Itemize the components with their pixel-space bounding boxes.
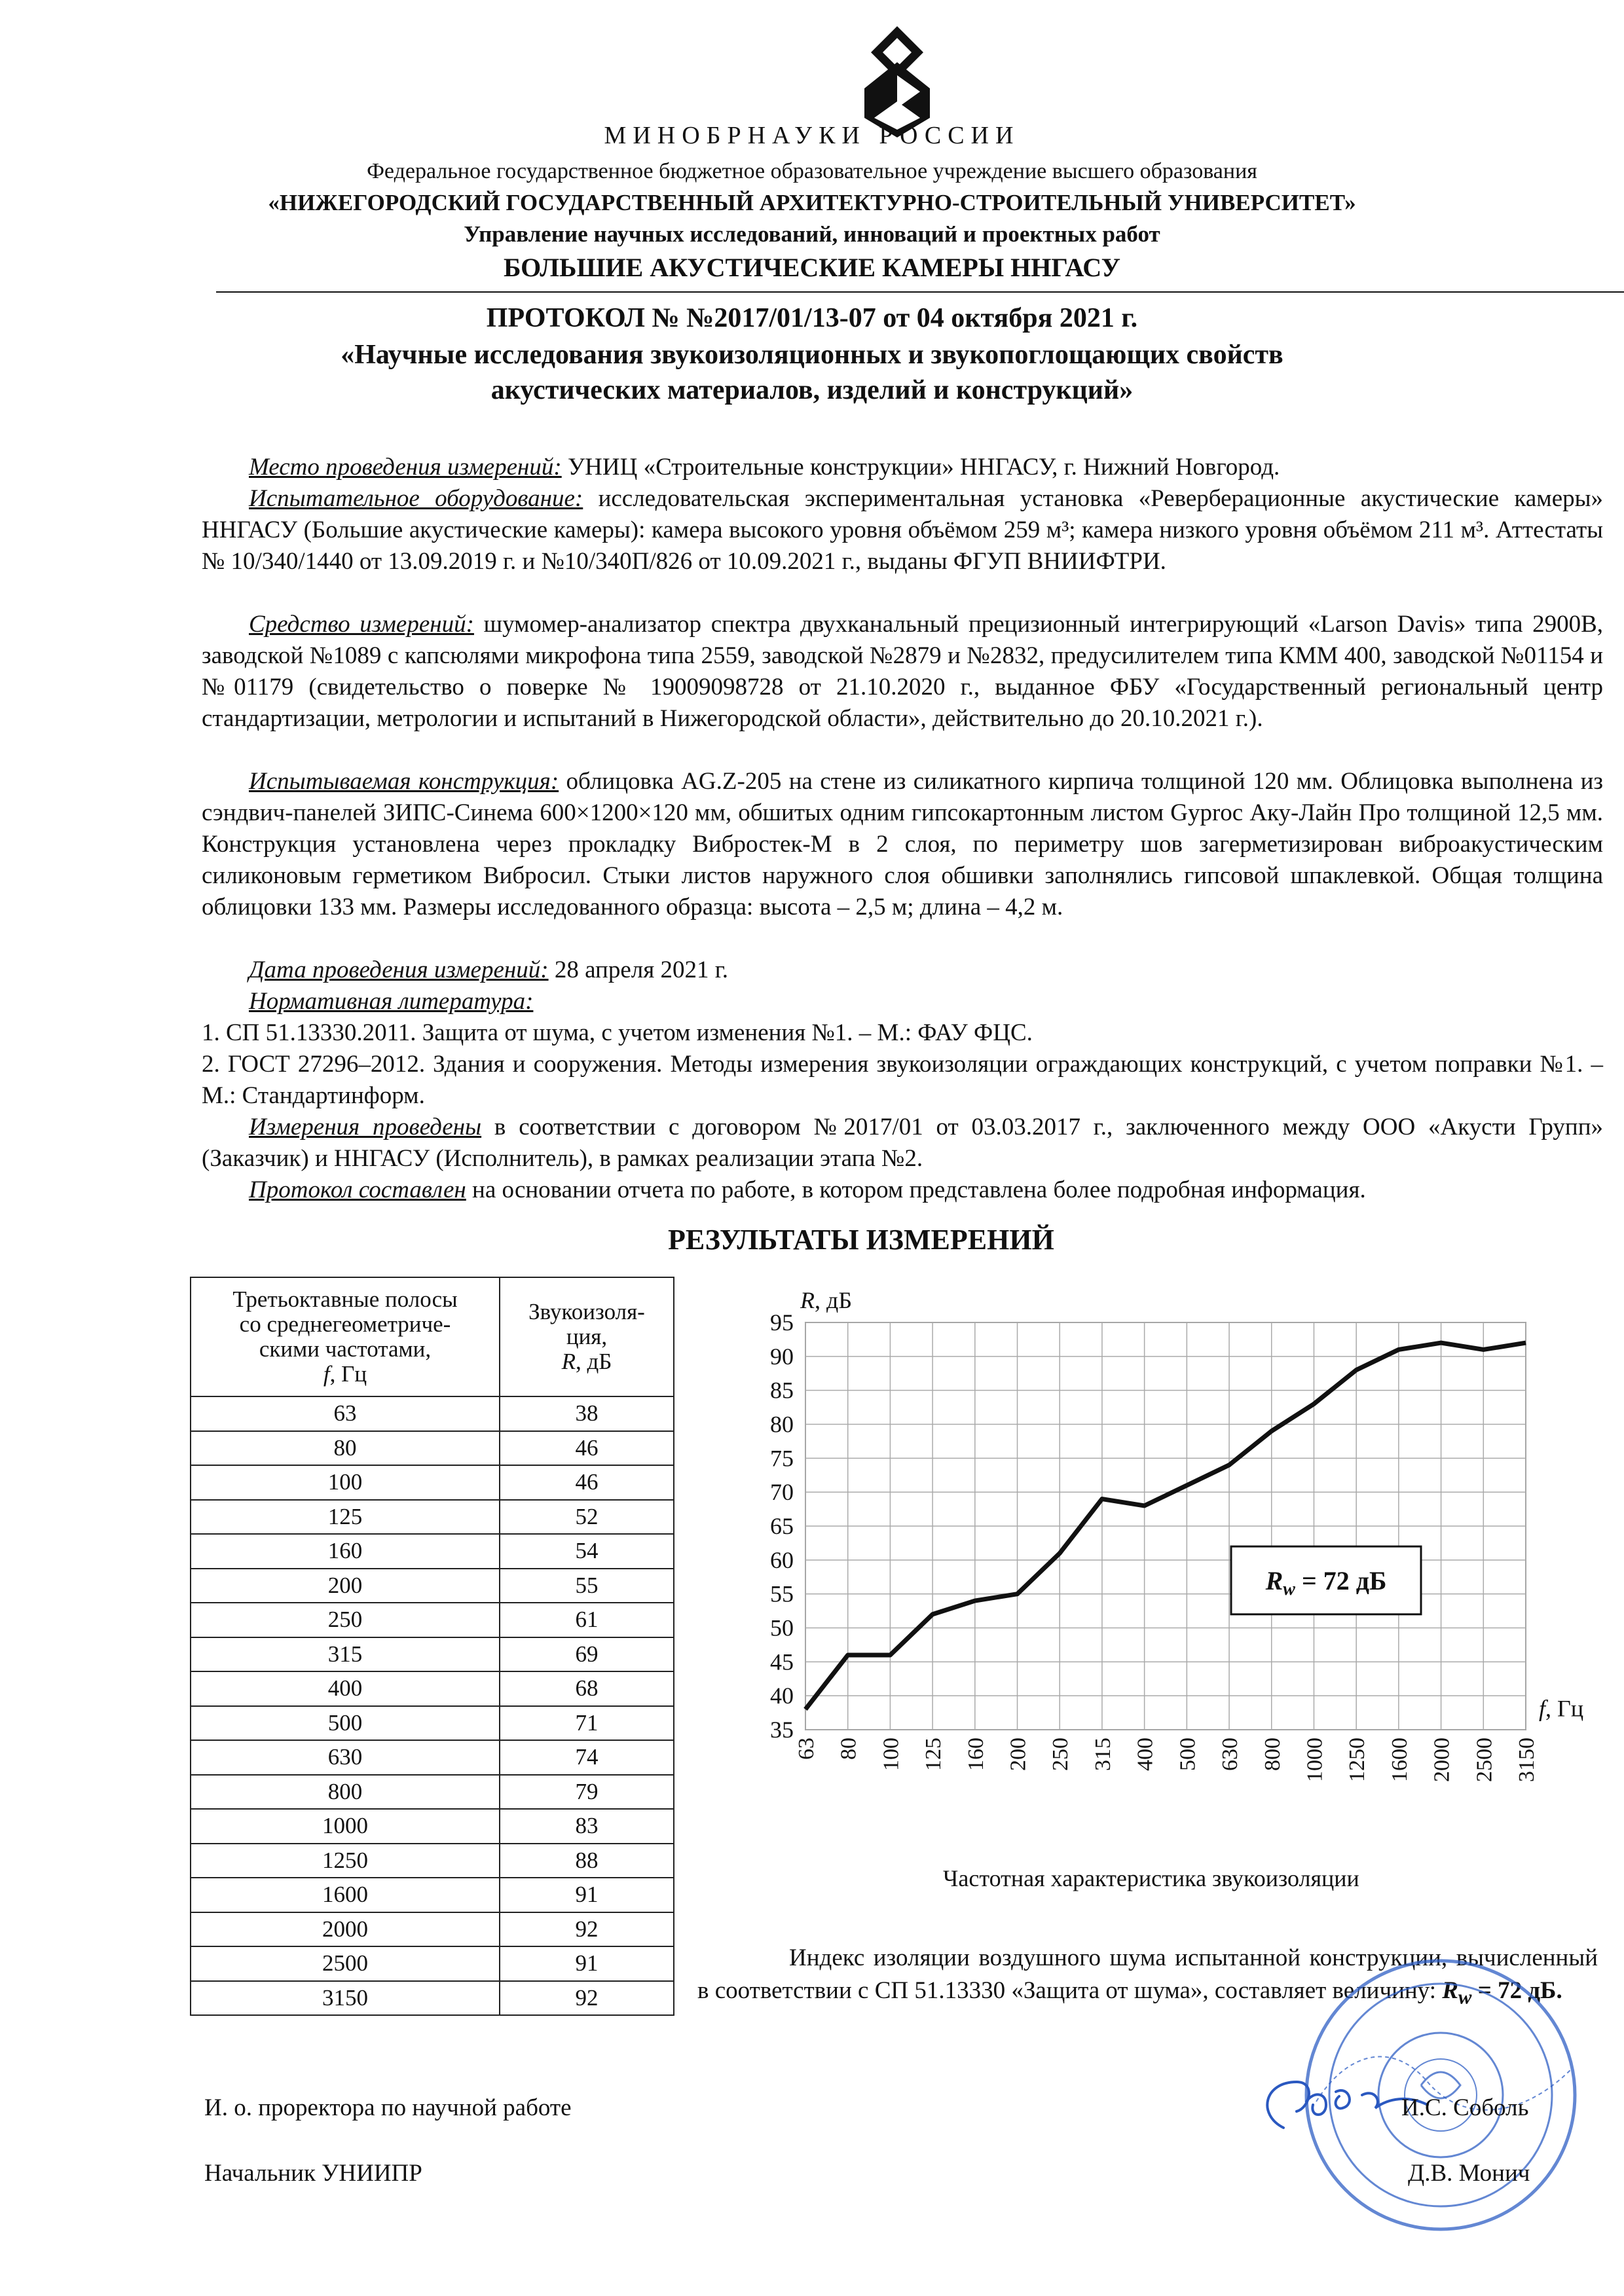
x-tick-label: 400 [1133, 1738, 1158, 1771]
insulation-chart [720, 1283, 1624, 1859]
table-cell-insulation: 52 [500, 1500, 674, 1535]
y-tick-label: 85 [770, 1377, 794, 1404]
chart-caption: Частотная характеристика звукоизоляции [943, 1865, 1359, 1891]
x-tick-label: 250 [1048, 1738, 1073, 1771]
equipment-paragraph: Испытательное оборудование: исследовательская экспериментальная установка «Реверберационные акустические камеры» ННГАСУ (Большие акустические камеры): камера высокого уровня объёмом 259 м³; камера низкого уровня объёмом 211 м³. Аттестаты № 10/340/1440 от 13.09.2019 г. и №10/340П/826 от 10.09.2021 г., выданы ФГУП ВНИИФТРИ. [202, 485, 1603, 575]
table-cell-insulation: 55 [500, 1569, 674, 1603]
table-cell-insulation: 88 [500, 1844, 674, 1878]
table-cell-frequency: 250 [191, 1603, 500, 1637]
table-row [191, 1569, 674, 1603]
table-cell-insulation: 54 [500, 1534, 674, 1569]
table-row [191, 1878, 674, 1912]
table-cell-frequency: 200 [191, 1569, 500, 1603]
instrument-paragraph: Средство измерений: шумомер-анализатор спектра двухканальный прецизионный интегрирующий «Larson Davis» типа 2900B, заводской №1089 с капсюлями микрофона типа 2559, заводской №2879 и №2832, предусилителем типа КММ 400, заводской №01154 и №01179 (свидетельство о поверке № 19009098728 от 21.10.2020 г., выданное ФБУ «Государственный региональный центр стандартизации, метрологии и испытаний в Нижегородской области», действительно до 20.10.2021 г.). [202, 611, 1603, 732]
table-cell-frequency: 800 [191, 1775, 500, 1810]
table-row [191, 1465, 674, 1500]
y-tick-label: 60 [770, 1546, 794, 1573]
x-tick-label: 100 [879, 1738, 904, 1771]
table-cell-insulation: 69 [500, 1637, 674, 1672]
protocol-subtitle-1: «Научные исследования звукоизоляционных и звукопоглощающих свойств [341, 340, 1283, 370]
table-cell-insulation: 91 [500, 1946, 674, 1981]
x-tick-label: 125 [921, 1738, 946, 1771]
x-tick-label: 1600 [1387, 1738, 1412, 1782]
table-cell-insulation: 46 [500, 1465, 674, 1500]
x-tick-label: 630 [1218, 1738, 1243, 1771]
x-tick-label: 63 [794, 1738, 819, 1760]
signatory-role-2: Начальник УНИИПР [204, 2160, 422, 2187]
table-row [191, 1396, 674, 1431]
table-cell-frequency: 630 [191, 1740, 500, 1775]
department-name: Управление научных исследований, инноваций и проектных работ [464, 221, 1160, 247]
table-cell-frequency: 1600 [191, 1878, 500, 1912]
x-axis-label: f, Гц [1539, 1695, 1584, 1722]
table-cell-frequency: 80 [191, 1431, 500, 1466]
construction-label: Испытываемая конструкция: [249, 768, 559, 795]
x-tick-label: 315 [1090, 1738, 1115, 1771]
y-tick-label: 75 [770, 1445, 794, 1472]
x-tick-label: 80 [836, 1738, 861, 1760]
table-cell-frequency: 1000 [191, 1809, 500, 1844]
table-header-frequency: Третьоктавные полосы со среднегеометриче- скими частотами, f, Гц [191, 1277, 500, 1396]
place-label: Место проведения измерений: [249, 454, 562, 481]
lab-name: БОЛЬШИЕ АКУСТИЧЕСКИЕ КАМЕРЫ ННГАСУ [503, 253, 1121, 282]
table-row [191, 1912, 674, 1947]
protocol-title: ПРОТОКОЛ № №2017/01/13-07 от 04 октября 2021 г. [486, 303, 1138, 333]
y-tick-label: 65 [770, 1513, 794, 1539]
results-table [190, 1277, 674, 2016]
contract-label: Измерения проведены [249, 1114, 482, 1140]
norm-item-2: 2. ГОСТ 27296–2012. Здания и сооружения. Методы измерения звукоизоляции ограждающих конструкций, с учетом поправки №1. – М.: Стандартинформ. [202, 1051, 1603, 1109]
x-tick-label: 3150 [1515, 1738, 1539, 1782]
table-row [191, 1775, 674, 1810]
table-cell-insulation: 92 [500, 1912, 674, 1947]
x-tick-label: 500 [1175, 1738, 1200, 1771]
table-row [191, 1946, 674, 1981]
y-tick-label: 80 [770, 1411, 794, 1438]
table-cell-insulation: 68 [500, 1671, 674, 1706]
table-cell-insulation: 92 [500, 1981, 674, 2016]
federal-line: Федеральное государственное бюджетное образовательное учреждение высшего образования [367, 159, 1257, 183]
index-paragraph: Индекс изоляции воздушного шума испытанной конструкции, вычисленный в соответствии с СП 51.13330 «Защита от шума», составляет величину: $R_w = 72$ дБ. [697, 1944, 1598, 2009]
table-cell-frequency: 315 [191, 1637, 500, 1672]
place-paragraph: Место проведения измерений: УНИЦ «Строительные конструкции» ННГАСУ, г. Нижний Новгород. [249, 454, 1280, 481]
equipment-label: Испытательное оборудование: [249, 485, 583, 512]
table-cell-frequency: 2500 [191, 1946, 500, 1981]
table-cell-frequency: 3150 [191, 1981, 500, 2016]
table-cell-insulation: 71 [500, 1706, 674, 1741]
x-tick-label: 1250 [1345, 1738, 1370, 1782]
date-line: Дата проведения измерений: 28 апреля 2021 г. [249, 957, 728, 983]
signatory-role-1: И. о. проректора по научной работе [204, 2094, 572, 2121]
report-label: Протокол составлен [249, 1176, 466, 1203]
construction-paragraph: Испытываемая конструкция: облицовка AG.Z-205 на стене из силикатного кирпича толщиной 120 мм. Облицовка выполнена из сэндвич-панелей ЗИПС-Синема 600×1200×120 мм, обшитых одним гипсокартонным листом Gyproc Аку-Лайн Про толщиной 12,5 мм. Конструкция установлена через прокладку Вибростек-М в 2 слоя, по периметру шов загерметизирован виброакустическим силиконовым герметиком Вибросил. Стыки листов наружного слоя обшивки заполнялись гипсовой шпаклевкой. Общая толщина облицовки 133 мм. Размеры исследованного образца: высота – 2,5 м; длина – 4,2 м. [202, 768, 1603, 920]
table-row [191, 1431, 674, 1466]
table-row [191, 1500, 674, 1535]
table-cell-frequency: 100 [191, 1465, 500, 1500]
table-cell-insulation: 83 [500, 1809, 674, 1844]
header-rule [216, 291, 1624, 293]
norm-label: Нормативная литература: [249, 988, 534, 1015]
y-tick-label: 95 [770, 1309, 794, 1336]
university-name: «НИЖЕГОРОДСКИЙ ГОСУДАРСТВЕННЫЙ АРХИТЕКТУРНО-СТРОИТЕЛЬНЫЙ УНИВЕРСИТЕТ» [268, 190, 1356, 215]
rw-annotation: $R_w = 72$ дБ [1265, 1565, 1387, 1599]
date-label: Дата проведения измерений: [249, 957, 549, 983]
x-tick-label: 2500 [1472, 1738, 1497, 1782]
y-axis-label: R, дБ [800, 1287, 852, 1313]
y-tick-label: 55 [770, 1580, 794, 1607]
table-row [191, 1706, 674, 1741]
table-cell-insulation: 46 [500, 1431, 674, 1466]
y-tick-label: 50 [770, 1614, 794, 1641]
table-cell-insulation: 79 [500, 1775, 674, 1810]
table-row [191, 1844, 674, 1878]
table-cell-frequency: 125 [191, 1500, 500, 1535]
table-row [191, 1534, 674, 1569]
table-row [191, 1809, 674, 1844]
table-cell-frequency: 2000 [191, 1912, 500, 1947]
x-tick-label: 800 [1260, 1738, 1285, 1771]
table-cell-frequency: 400 [191, 1671, 500, 1706]
table-cell-insulation: 38 [500, 1396, 674, 1431]
signatory-name-1: И.С. Соболь [1401, 2094, 1529, 2121]
table-row [191, 1981, 674, 2016]
table-cell-frequency: 160 [191, 1534, 500, 1569]
table-row [191, 1637, 674, 1672]
ministry-name: МИНОБРНАУКИ РОССИИ [604, 122, 1020, 149]
contract-paragraph: Измерения проведены в соответствии с договором №2017/01 от 03.03.2017 г., заключенного между ООО «Акусти Групп» (Заказчик) и ННГАСУ (Исполнитель), в рамках реализации этапа №2. [202, 1114, 1604, 1172]
y-tick-label: 90 [770, 1343, 794, 1370]
results-title: РЕЗУЛЬТАТЫ ИЗМЕРЕНИЙ [668, 1224, 1054, 1256]
y-tick-label: 45 [770, 1649, 794, 1675]
table-cell-frequency: 1250 [191, 1844, 500, 1878]
table-cell-frequency: 500 [191, 1706, 500, 1741]
signatory-name-2: Д.В. Монич [1408, 2160, 1530, 2187]
norm-item-1: 1. СП 51.13330.2011. Защита от шума, с учетом изменения №1. – М.: ФАУ ФЦС. [202, 1019, 1033, 1046]
report-line: Протокол составлен на основании отчета по работе, в котором представлена более подробная информация. [249, 1176, 1366, 1203]
protocol-subtitle-2: акустических материалов, изделий и конструкций» [490, 375, 1134, 405]
x-tick-label: 2000 [1430, 1738, 1454, 1782]
table-cell-frequency: 63 [191, 1396, 500, 1431]
x-tick-label: 1000 [1302, 1738, 1327, 1782]
table-row [191, 1671, 674, 1706]
y-tick-label: 35 [770, 1717, 794, 1743]
table-row [191, 1740, 674, 1775]
table-header-insulation: Звукоизоля- ция, R, дБ [500, 1277, 674, 1396]
norm-line [202, 986, 1624, 1017]
table-cell-insulation: 74 [500, 1740, 674, 1775]
x-tick-label: 160 [963, 1738, 988, 1771]
table-row [191, 1603, 674, 1637]
x-tick-label: 200 [1006, 1738, 1031, 1771]
y-tick-label: 70 [770, 1479, 794, 1506]
table-cell-insulation: 91 [500, 1878, 674, 1912]
y-tick-label: 40 [770, 1683, 794, 1709]
instrument-label: Средство измерений: [249, 611, 474, 638]
table-cell-insulation: 61 [500, 1603, 674, 1637]
